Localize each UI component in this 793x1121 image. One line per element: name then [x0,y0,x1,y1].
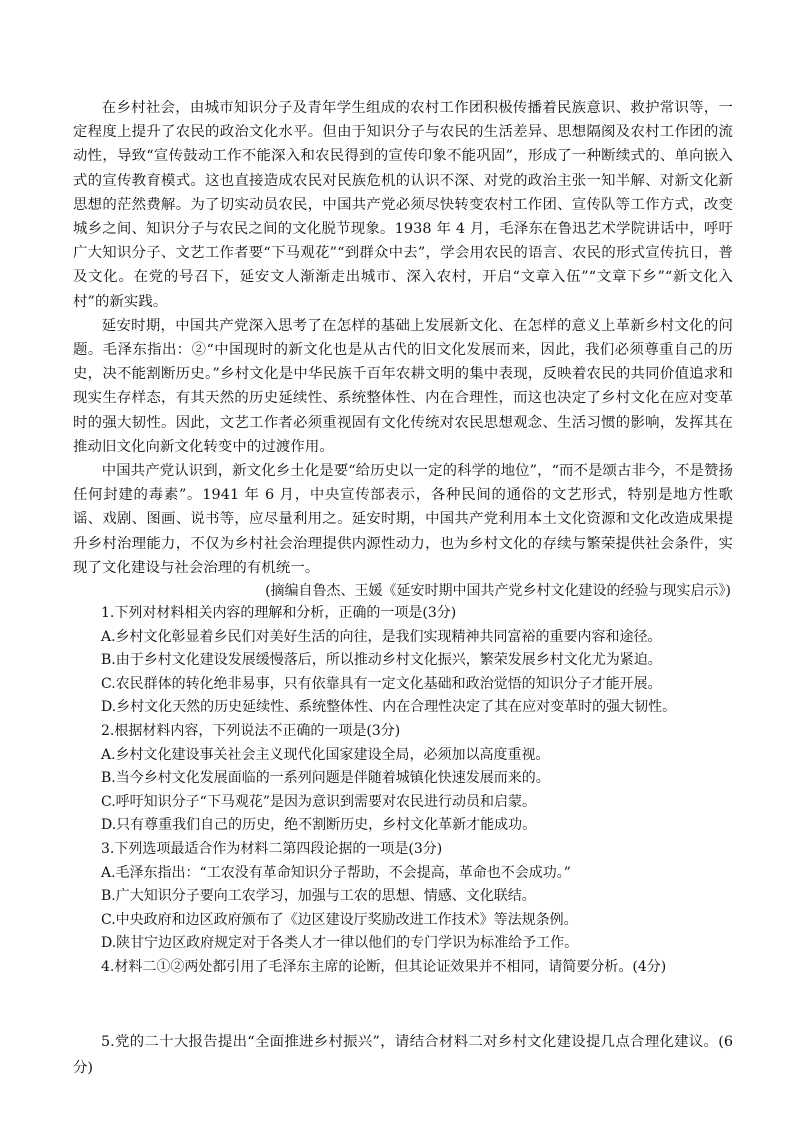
question-4 [73,956,733,980]
question-option: C.中央政府和边区政府颁布了《边区建设厅奖励改进工作技术》等法规条例。 [101,911,578,928]
passage-paragraph-3: 中国共产党认识到，新文化乡土化是要“给历史以一定的科学的地位”，“而不是颂古非今，不是赞扬任何封建的毒素”。1941 年 6 月，中央宣传部表示，各种民间的通俗的文艺形式，特别是地方性歌谣、戏剧、图画、说书等，应尽量利用之。延安时期，中国共产党利用本土文化资源和文化改造成果提升乡村治理能力，不仅为乡村社会治理提供内源性动力，也为乡村文化的存续与繁荣提供社会条件，实现了文化建设与社会治理的有机统一。 [73,463,733,576]
question-option: C.农民群体的转化绝非易事，只有依靠具有一定文化基础和政治觉悟的知识分子才能开展。 [101,675,662,692]
exam-page [73,96,733,1081]
question-stem: 2.根据材料内容，下列说法不正确的一项是(3分) [101,723,401,740]
question-5: 5.党的二十大报告提出“全面推进乡村振兴”，请结合材料二对乡村文化建设提几点合理化建议。(6分) [73,1033,733,1076]
passage-paragraph-1: 在乡村社会，由城市知识分子及青年学生组成的农村工作团积极传播着民族意识、救护常识等，一定程度上提升了农民的政治文化水平。但由于知识分子与农民的生活差异、思想隔阂及农村工作团的流动性，导致“宣传鼓动工作不能深入和农民得到的宣传印象不能巩固”，形成了一种断续式的、单向嵌入式的宣传教育模式。这也直接造成农民对民族危机的认识不深、对党的政治主张一知半解、对新文化新思想的茫然费解。为了切实动员农民，中国共产党必须尽快转变农村工作团、宣传队等工作方式，改变城乡之间、知识分子与农民之间的文化脱节现象。1938 年 4 月，毛泽东在鲁迅艺术学院讲话中，呼吁广大知识分子、文艺工作者要“下马观花”“到群众中去”，学会用农民的语言、农民的形式宣传抗日，普及文化。在党的号召下，延安文人渐渐走出城市、深入农村，开启“文章入伍”“文章下乡”“新文化入村”的新实践。 [73,100,733,310]
question-option: D.陕甘宁边区政府规定对于各类人才一律以他们的专门学识为标准给予工作。 [101,935,579,952]
question-option: B.当今乡村文化发展面临的一系列问题是伴随着城镇化快速发展而来的。 [101,770,550,787]
question-1 [73,602,733,720]
question-option: B.由于乡村文化建设发展缓慢落后，所以推动乡村文化振兴，繁荣发展乡村文化尤为紧迫。 [101,652,662,669]
question-2 [73,720,733,838]
question-option: B.广大知识分子要向工农学习，加强与工农的思想、情感、文化联结。 [101,888,536,905]
question-option: A.毛泽东指出：“工农没有革命知识分子帮助，不会提高，革命也不会成功。” [101,864,571,881]
question-option: A.乡村文化建设事关社会主义现代化国家建设全局，必须加以高度重视。 [101,746,550,763]
question-option: A.乡村文化彰显着乡民们对美好生活的向往，是我们实现精神共同富裕的重要内容和途径。 [101,628,662,645]
passage-paragraph-2: 延安时期，中国共产党深入思考了在怎样的基础上发展新文化、在怎样的意义上革新乡村文化的问题。毛泽东指出：②“中国现时的新文化也是从古代的旧文化发展而来，因此，我们必须尊重自己的历史，决不能割断历史。”乡村文化是中华民族千百年农耕文明的集中表现，反映着农民的共同价值追求和现实生存样态，有其天然的历史延续性、系统整体性、内在合理性，而这也决定了乡村文化在应对变革时的强大韧性。因此，文艺工作者必须重视固有文化传统对农民思想观念、生活习惯的影响，发挥其在推动旧文化向新文化转变中的过渡作用。 [73,317,733,455]
question-option: D.乡村文化天然的历史延续性、系统整体性、内在合理性决定了其在应对变革时的强大韧性。 [101,699,677,716]
question-stem: 1.下列对材料相关内容的理解和分析，正确的一项是(3分) [101,605,457,622]
answer-space [73,980,733,1029]
question-option: D.只有尊重我们自己的历史，绝不割断历史，乡村文化革新才能成功。 [101,817,537,834]
question-option: C.呼吁知识分子“下马观花”是因为意识到需要对农民进行动员和启蒙。 [101,793,536,810]
passage-source: (摘编自鲁杰、王媛《延安时期中国共产党乡村文化建设的经验与现实启示》) [265,583,731,600]
question-stem: 3.下列选项最适合作为材料二第四段论据的一项是(3分) [101,841,443,857]
question-3 [73,838,733,956]
question-stem: 4.材料二①②两处都引用了毛泽东主席的论断，但其论证效果并不相同，请简要分析。(4分) [101,958,667,975]
